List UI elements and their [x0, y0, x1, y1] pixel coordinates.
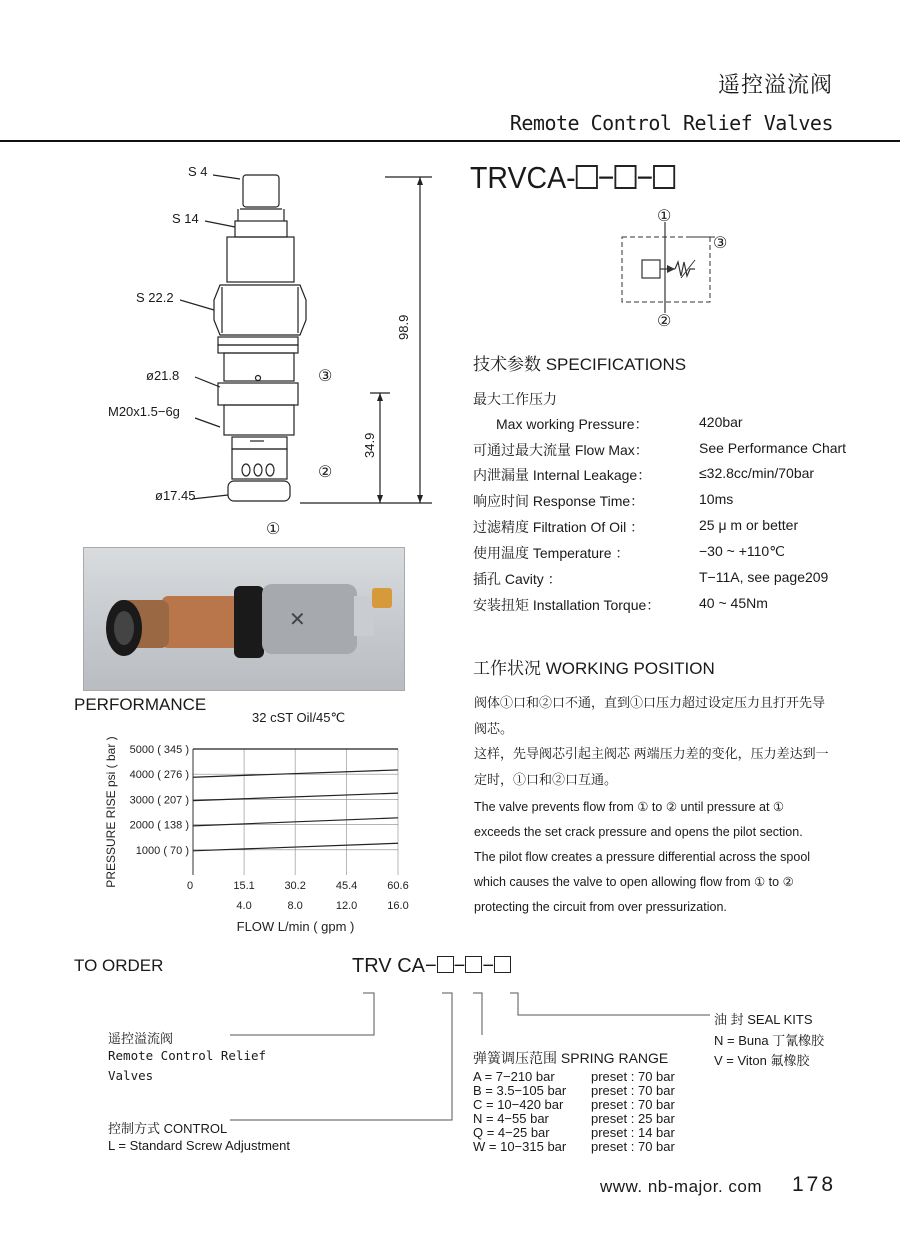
valve-photo-image: [84, 548, 404, 690]
order-item1-en1: Remote Control Relief: [108, 1048, 267, 1063]
performance-condition: 32 cST Oil/45℃: [252, 710, 346, 725]
working-line: exceeds the set crack pressure and opens the pilot section.: [474, 825, 803, 839]
x-tick-label: 45.4: [335, 880, 358, 892]
y-tick-label: 4000 ( 276 ): [129, 769, 189, 782]
label-d218: ø21.8: [146, 368, 180, 383]
performance-title: PERFORMANCE: [74, 695, 207, 714]
specs-title: 技术参数 SPECIFICATIONS: [473, 355, 687, 374]
symbol-port-2: ②: [657, 313, 672, 330]
spring-range-row: W = 10−315 bar preset : 70 bar: [473, 1139, 675, 1154]
order-model-prefix: TRV CA−: [352, 955, 437, 977]
header-title-cn: 遥控溢流阀: [717, 72, 833, 97]
spring-range-row: C = 10−420 bar preset : 70 bar: [473, 1097, 675, 1112]
model-box-2: [614, 165, 636, 189]
working-title: 工作状况 WORKING POSITION: [473, 659, 715, 678]
spring-range-list: [473, 1070, 675, 1154]
model-code: TRVCA- − −: [470, 160, 675, 196]
order-control-desc: L = Standard Screw Adjustment: [108, 1138, 290, 1153]
order-seal-title: 油 封 SEAL KITS: [714, 1012, 813, 1027]
label-s14: S 14: [172, 211, 199, 226]
x-tick-label-gpm: 8.0: [287, 900, 303, 912]
x-tick-label-gpm: 16.0: [387, 900, 409, 912]
spring-range-row: N = 4−55 bar preset : 25 bar: [473, 1111, 675, 1126]
series-line: [193, 770, 398, 777]
spring-range-row: Q = 4−25 bar preset : 14 bar: [473, 1125, 675, 1140]
order-control-title: 控制方式 CONTROL: [108, 1121, 228, 1136]
x-tick-label: 60.6: [387, 880, 409, 892]
header-title-en: Remote Control Relief Valves: [509, 111, 833, 135]
model-prefix: TRVCA-: [470, 160, 576, 195]
working-line: 定时，①口和②口互通。: [474, 772, 618, 787]
drawing-port-2: ②: [318, 464, 333, 481]
y-axis-label: PRESSURE RISE psi ( bar ): [104, 736, 118, 888]
model-box-1: [576, 165, 598, 189]
x-tick-label-gpm: 12.0: [335, 900, 358, 912]
working-line: 阀体①口和②口不通，直到①口压力超过设定压力且打开先导: [474, 695, 826, 710]
label-s222: S 22.2: [136, 290, 174, 305]
y-tick-label: 2000 ( 138 ): [129, 819, 189, 832]
x-tick-label-gpm: 4.0: [236, 900, 252, 912]
header-rule: [0, 140, 900, 142]
order-model-code: TRV CA− − −: [352, 955, 511, 978]
hydraulic-symbol: [615, 200, 745, 330]
order-seal-n: N = Buna 丁氰橡胶: [714, 1033, 825, 1048]
valve-drawing: [180, 165, 450, 515]
working-line: protecting the circuit from over pressurization.: [474, 900, 727, 914]
x-tick-label: 15.1: [233, 880, 255, 892]
model-box-3: [653, 165, 675, 189]
label-len-349: 34.9: [362, 432, 377, 458]
order-item1-cn: 遥控溢流阀: [108, 1031, 174, 1046]
spring-range-row: B = 3.5−105 bar preset : 70 bar: [473, 1083, 675, 1098]
order-box-1: [437, 956, 454, 973]
y-tick-label: 1000 ( 70 ): [135, 844, 189, 857]
order-title: TO ORDER: [74, 956, 164, 975]
label-thread: M20x1.5−6g: [108, 404, 180, 419]
working-line: 阀芯。: [474, 721, 514, 736]
spec-max-label-cn: 最大工作压力: [473, 391, 557, 407]
y-tick-label: 5000 ( 345 ): [129, 744, 189, 756]
order-box-3: [494, 956, 511, 973]
order-seal-v: V = Viton 氟橡胶: [714, 1053, 810, 1068]
working-line: 这样，先导阀芯引起主阀芯 两端压力差的变化，压力差达到一: [474, 746, 829, 761]
label-d1745: ø17.45: [155, 488, 196, 503]
drawing-port-3: ③: [318, 368, 333, 385]
footer-page: 178: [792, 1173, 837, 1196]
performance-chart: [100, 735, 420, 940]
symbol-port-1: ①: [657, 208, 672, 225]
x-tick-label: 30.2: [284, 880, 306, 892]
svg-text:✕: ✕: [289, 607, 306, 631]
working-line: The valve prevents flow from ① to ② until pressure at ①: [474, 800, 785, 814]
x-tick-label: 0: [186, 880, 194, 892]
x-axis-label: FLOW L/min ( gpm ): [236, 919, 355, 934]
order-item1-en2: Valves: [108, 1068, 154, 1083]
spring-range-row: A = 7−210 bar preset : 70 bar: [473, 1069, 675, 1084]
working-line: The pilot flow creates a pressure differential across the spool: [474, 850, 811, 864]
product-photo: [83, 547, 405, 691]
drawing-port-1: ①: [266, 521, 281, 538]
label-len-989: 98.9: [396, 314, 411, 340]
order-spring-title: 弹簧调压范围 SPRING RANGE: [473, 1050, 669, 1066]
working-line: which causes the valve to open allowing flow from ① to ②: [474, 875, 794, 889]
y-tick-label: 3000 ( 207 ): [129, 794, 189, 807]
label-s4: S 4: [188, 164, 208, 179]
order-box-2: [465, 956, 482, 973]
symbol-port-3: ③: [713, 235, 728, 252]
footer-site: www. nb-major. com: [600, 1177, 763, 1196]
